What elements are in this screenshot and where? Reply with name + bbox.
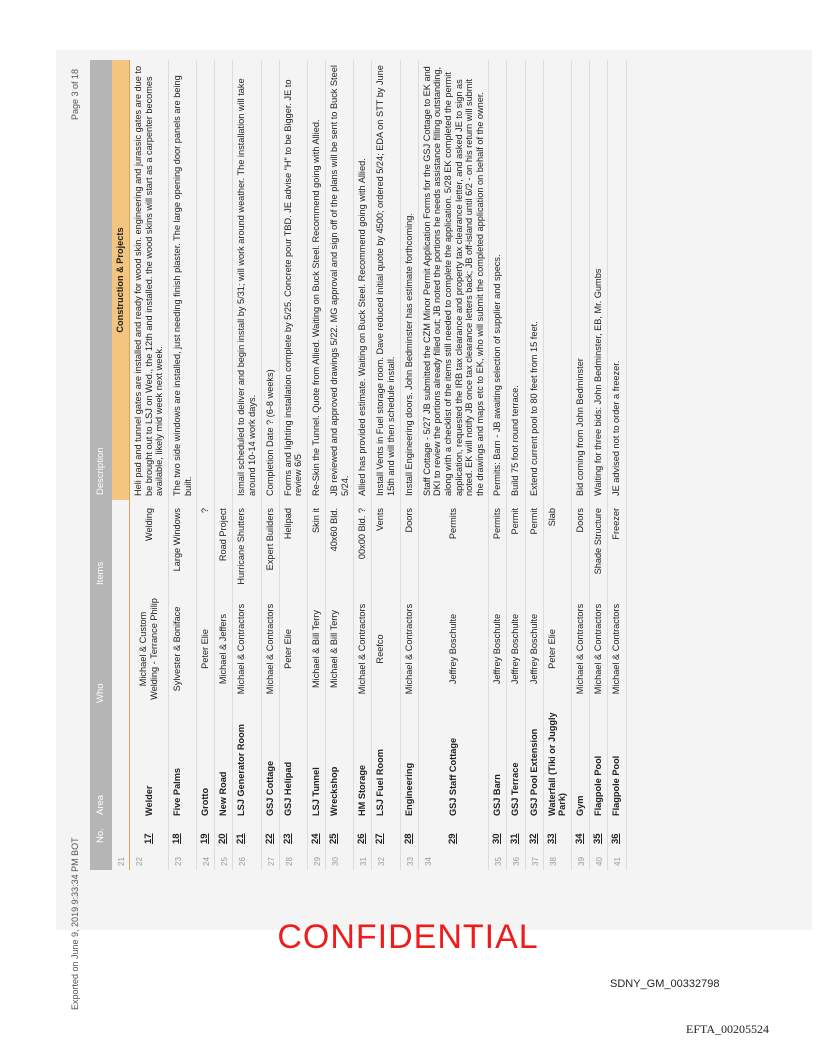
- page-number: Page 3 of 18: [70, 68, 80, 120]
- item-number: 29: [418, 820, 488, 848]
- item-number: 32: [525, 820, 543, 848]
- row-number: 37: [525, 848, 543, 870]
- row-number: 32: [372, 848, 400, 870]
- description-cell: Allied has provided estimate. Waiting on Buck Steel. Recommend going with Allied.: [354, 60, 372, 500]
- who-cell: Peter Elie: [543, 590, 571, 708]
- row-number-header: [90, 848, 112, 870]
- who-cell: Jeffrey Boschulte: [489, 590, 507, 708]
- item-number: 28: [400, 820, 418, 848]
- items-cell: Helipad: [279, 500, 307, 590]
- table-row: [326, 60, 354, 870]
- items-cell: Skin it: [307, 500, 325, 590]
- row-number: 27: [261, 848, 279, 870]
- items-cell: Large Windows: [168, 500, 196, 590]
- area-cell: Flagpole Pool: [608, 708, 626, 820]
- item-number: 34: [572, 820, 590, 848]
- items-cell: 40x60 Bld.: [326, 500, 354, 590]
- table-row: [130, 60, 169, 870]
- table-row: [279, 60, 307, 870]
- who-cell: Michael & Contractors: [590, 590, 608, 708]
- area-header: Area: [90, 708, 112, 820]
- items-cell: Road Project: [215, 500, 233, 590]
- row-number: 35: [489, 848, 507, 870]
- area-cell: GSJ Cottage: [261, 708, 279, 820]
- description-cell: JB reviewed and approved drawings 5/22. MG approval and sign off of the plans will be sent to Buck Steel 5/24.: [326, 60, 354, 500]
- row-number: 22: [130, 848, 169, 870]
- row-number: 24: [197, 848, 215, 870]
- bates-number: SDNY_GM_00332798: [610, 978, 720, 990]
- area-cell: Flagpole Pool: [590, 708, 608, 820]
- projects-table: [90, 60, 627, 870]
- items-cell: Permits: [418, 500, 488, 590]
- description-cell: Heli pad and tunnel gates are installed and ready for wood skin. engineering and jurassic gates are due to be brought out to LSJ on Wed., the 12th and installed. the wood skins will start as a carpenter becomes available, likely mid week next week.: [130, 60, 169, 500]
- table-row: [197, 60, 215, 870]
- item-number: 24: [307, 820, 325, 848]
- area-cell: Engineering: [400, 708, 418, 820]
- description-cell: Re-Skin the Tunnel. Quote from Allied. Waiting on Buck Steel. Recommend going with Allied.: [307, 60, 325, 500]
- item-number: 26: [354, 820, 372, 848]
- table-row: [307, 60, 325, 870]
- table-row: [608, 60, 626, 870]
- table-row: [525, 60, 543, 870]
- row-number: 41: [608, 848, 626, 870]
- table-row: [590, 60, 608, 870]
- table-row: [215, 60, 233, 870]
- item-number: 30: [489, 820, 507, 848]
- area-cell: Welder: [130, 708, 169, 820]
- who-cell: Jeffrey Boschulte: [525, 590, 543, 708]
- items-cell: Permits: [489, 500, 507, 590]
- who-cell: Michael & Contractors: [354, 590, 372, 708]
- who-cell: Michael & Contractors: [572, 590, 590, 708]
- export-timestamp: Exported on June 9, 2019 9:33:34 PM BOT: [70, 837, 80, 1010]
- items-cell: ?: [197, 500, 215, 590]
- table-row: [372, 60, 400, 870]
- who-cell: Michael & Contractors: [400, 590, 418, 708]
- who-cell: Michael & Contractors: [261, 590, 279, 708]
- description-cell: Bid coming from John Bedminster: [572, 60, 590, 500]
- row-number: 34: [418, 848, 488, 870]
- items-cell: Slab: [543, 500, 571, 590]
- items-cell: Permit: [525, 500, 543, 590]
- table-row: [354, 60, 372, 870]
- row-number: 23: [168, 848, 196, 870]
- description-cell: Extend current pool to 80 feet from 15 feet.: [525, 60, 543, 500]
- who-cell: Michael & Contractors: [233, 590, 261, 708]
- table-header-row: [90, 60, 112, 870]
- table-row: [489, 60, 507, 870]
- who-cell: Jeffrey Boschulte: [507, 590, 525, 708]
- item-number: 21: [233, 820, 261, 848]
- item-number: 25: [326, 820, 354, 848]
- item-number: 27: [372, 820, 400, 848]
- description-cell: Permits: Barn - JB awaiting selection of supplier and specs.: [489, 60, 507, 500]
- area-cell: GSJ Pool Extension: [525, 708, 543, 820]
- description-cell: Staff Cottage - 5/27 JB submitted the CZM Minor Permit Application Forms for the GSJ Cottage to EK and DKI to review the portions already filled out; JB noted the portions he needs assistance filling outstanding, along with a checklist of the items still needed to complete the application. 5/28 EK completed the permit application, requested the IRB tax clearance and property tax clearance letter, and asked JE to sign as noted. EK will notify JB once tax clearance letters back; JB off-island until 6/2 - on his return will submit the drawings and maps etc to EK, who will submit the completed application on behalf of the owner.: [418, 60, 488, 500]
- rotated-table-wrapper: [90, 60, 710, 870]
- item-number: 20: [215, 820, 233, 848]
- who-cell: Peter Elie: [197, 590, 215, 708]
- description-cell: Waiting for three bids: John Bedminster, EB, Mr. Gumbs: [590, 60, 608, 500]
- area-cell: LSJ Fuel Room: [372, 708, 400, 820]
- description-cell: [215, 60, 233, 500]
- efta-number: EFTA_00205524: [686, 1022, 770, 1036]
- table-row: [233, 60, 261, 870]
- description-cell: [197, 60, 215, 500]
- items-cell: Permit: [507, 500, 525, 590]
- row-number: 39: [572, 848, 590, 870]
- item-number: 19: [197, 820, 215, 848]
- description-cell: Forms and lighting installation complete by 5/25. Concrete pour TBD. JE advise "H" to be Bigger. JE to review 6/5: [279, 60, 307, 500]
- item-number: 36: [608, 820, 626, 848]
- area-cell: GSJ Terrace: [507, 708, 525, 820]
- table-row: [572, 60, 590, 870]
- items-header: Items: [90, 500, 112, 590]
- row-number: 38: [543, 848, 571, 870]
- who-cell: Michael & Bill Terry: [326, 590, 354, 708]
- item-number: 17: [130, 820, 169, 848]
- area-cell: Wreckshop: [326, 708, 354, 820]
- area-cell: GSJ Staff Cottage: [418, 708, 488, 820]
- who-header: Who: [90, 590, 112, 708]
- description-cell: Build 75 foot round terrace.: [507, 60, 525, 500]
- items-cell: Shade Structure: [590, 500, 608, 590]
- who-cell: Sylvester & Boniface: [168, 590, 196, 708]
- no-header: No.: [90, 820, 112, 848]
- description-cell: Install Vents in Fuel storage room. Dave reduced initial quote by 4500; ordered 5/24; EDA on STT by June 15th and will then schedule install.: [372, 60, 400, 500]
- area-cell: Grotto: [197, 708, 215, 820]
- row-number: 40: [590, 848, 608, 870]
- who-cell: Peter Elie: [279, 590, 307, 708]
- who-cell: Michael & Custom Welding - Terrance Philip: [130, 590, 169, 708]
- row-number: 25: [215, 848, 233, 870]
- table-row: [418, 60, 488, 870]
- area-cell: GSJ Helipad: [279, 708, 307, 820]
- table-row: [400, 60, 418, 870]
- table-row: [543, 60, 571, 870]
- row-number: 28: [279, 848, 307, 870]
- who-cell: Reefco: [372, 590, 400, 708]
- items-cell: 00x00 Bld. ?: [354, 500, 372, 590]
- area-cell: Five Palms: [168, 708, 196, 820]
- row-number: 33: [400, 848, 418, 870]
- confidential-stamp: CONFIDENTIAL: [277, 918, 539, 956]
- items-cell: Expert Builders: [261, 500, 279, 590]
- description-cell: Ismail scheduled to deliver and begin install by 5/31; will work around weather. The installation will take around 10-14 work days.: [233, 60, 261, 500]
- item-number: 33: [543, 820, 571, 848]
- items-cell: Doors: [400, 500, 418, 590]
- description-cell: [543, 60, 571, 500]
- area-cell: GSJ Barn: [489, 708, 507, 820]
- row-number: 31: [354, 848, 372, 870]
- description-cell: The two side windows are installed, just needing finish plaster. The large opening door panels are being built.: [168, 60, 196, 500]
- items-cell: Freezer: [608, 500, 626, 590]
- item-number: 18: [168, 820, 196, 848]
- items-cell: Doors: [572, 500, 590, 590]
- area-cell: LSJ Generator Room: [233, 708, 261, 820]
- area-cell: New Road: [215, 708, 233, 820]
- item-number: 23: [279, 820, 307, 848]
- row-number: 36: [507, 848, 525, 870]
- area-cell: HM Storage: [354, 708, 372, 820]
- table-row: [168, 60, 196, 870]
- area-cell: Gym: [572, 708, 590, 820]
- item-number: 22: [261, 820, 279, 848]
- area-cell: Waterfall (Tiki or Juggly Park): [543, 708, 571, 820]
- who-cell: Michael & Jeffers: [215, 590, 233, 708]
- item-number: 35: [590, 820, 608, 848]
- section-row: [112, 60, 130, 870]
- table-row: [261, 60, 279, 870]
- item-number: 31: [507, 820, 525, 848]
- description-cell: Completion Date ? (6-8 weeks): [261, 60, 279, 500]
- description-cell: Install Engineering doors. John Bedminster has estimate forthcoming.: [400, 60, 418, 500]
- items-cell: Vents: [372, 500, 400, 590]
- who-cell: Michael & Bill Terry: [307, 590, 325, 708]
- who-cell: Michael & Contractors: [608, 590, 626, 708]
- row-number: 30: [326, 848, 354, 870]
- table-row: [507, 60, 525, 870]
- items-cell: Hurricane Shutters: [233, 500, 261, 590]
- area-cell: LSJ Tunnel: [307, 708, 325, 820]
- row-number: 21: [112, 848, 130, 870]
- section-title: Construction & Projects: [112, 60, 130, 500]
- row-number: 26: [233, 848, 261, 870]
- row-number: 29: [307, 848, 325, 870]
- description-header: Description: [90, 60, 112, 500]
- description-cell: JE advised not to order a freezer.: [608, 60, 626, 500]
- items-cell: Welding: [130, 500, 169, 590]
- who-cell: Jeffrey Boschulte: [418, 590, 488, 708]
